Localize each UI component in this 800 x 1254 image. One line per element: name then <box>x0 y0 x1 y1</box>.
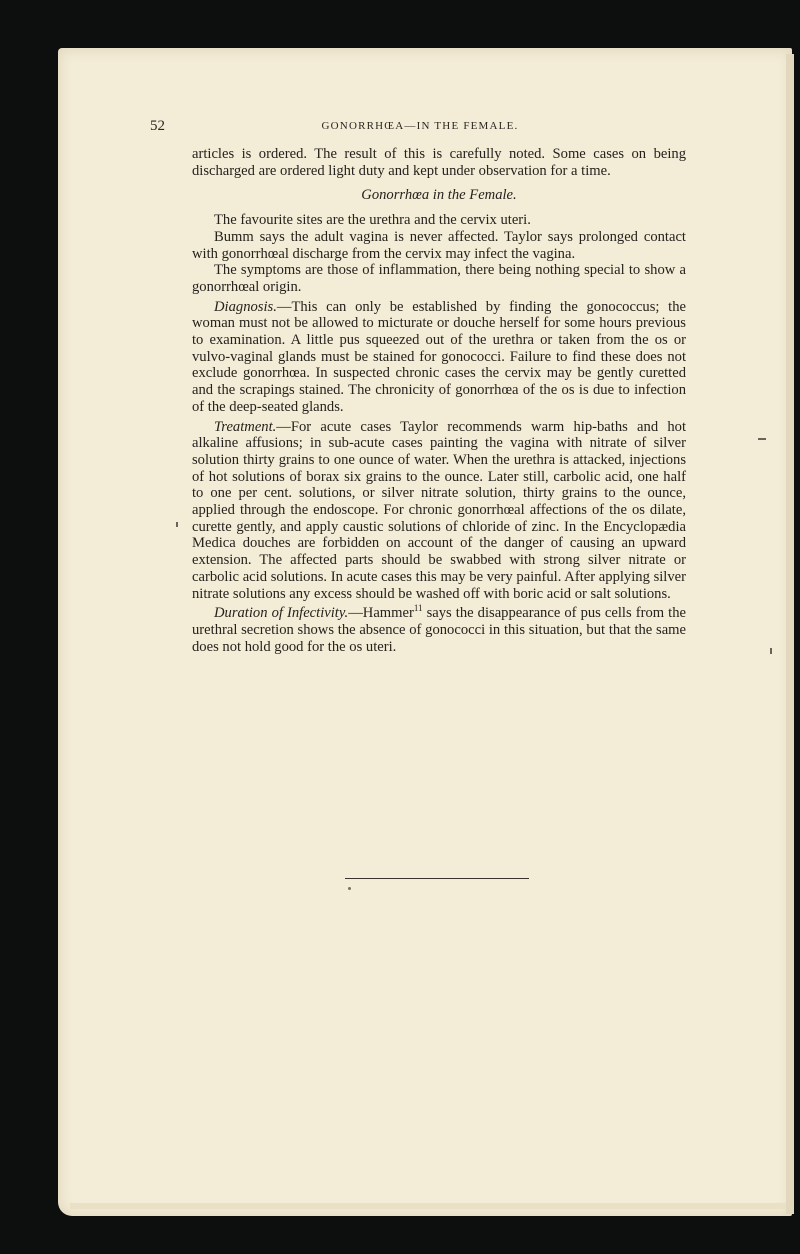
paragraph-treatment <box>192 419 686 603</box>
duration-lead: Duration of Infectivity. <box>214 605 349 622</box>
page-number: 52 <box>150 118 165 134</box>
paragraph-bumm: Bumm says the adult vagina is never affected. Taylor says prolonged contact with gonorrhœal discharge from the cervix may infect the vagina. <box>192 228 686 262</box>
margin-speck <box>176 522 178 527</box>
duration-pre: —Hammer <box>348 605 414 622</box>
paragraph-continuation: articles is ordered. The result of this is carefully noted. Some cases on being discharged are ordered light duty and kept under observation for a time. <box>192 146 686 179</box>
margin-speck <box>758 438 766 440</box>
paragraph-symptoms: The symptoms are those of inflammation, there being nothing special to show a gonorrhœal origin. <box>192 262 686 295</box>
speck-mark <box>348 887 351 890</box>
running-head <box>150 118 690 138</box>
section-heading: Gonorrhœa in the Female. <box>361 187 517 204</box>
body-text <box>192 146 686 655</box>
page-right-edge <box>786 54 794 1214</box>
running-head-title: GONORRHŒA—IN THE FEMALE. <box>321 120 519 132</box>
diagnosis-lead: Diagnosis. <box>214 298 277 315</box>
margin-speck <box>770 648 772 654</box>
duration-text: says the disappearance of pus cells from the urethral secretion shows the absence of gonococci in this situation, but that the same does not hold good for the os uteri. <box>192 605 686 655</box>
treatment-lead: Treatment. <box>214 418 277 435</box>
paragraph-diagnosis <box>192 299 686 416</box>
diagnosis-text: —This can only be established by finding the gonococcus; the woman must not be allowed to micturate or douche herself for some hours previous to examination. A little pus squeezed out of the urethra or taken from the os or vulvo-vaginal glands must be stained for gonococci. Failure to find these does not exclude gonorrhœa. In suspected chronic cases the cervix may be gently curetted and the scrapings stained. The chronicity of gonorrhœa of the os is due to infection of the deep-seated glands. <box>192 298 686 415</box>
paragraph-sites: The favourite sites are the urethra and the cervix uteri. <box>214 212 531 229</box>
page-bottom-edge <box>70 1203 786 1209</box>
end-rule <box>345 878 529 879</box>
treatment-text: —For acute cases Taylor recommends warm hip-baths and hot alkaline affusions; in sub-acute cases painting the vagina with nitrate of silver solution thirty grains to one ounce of water. When the urethra is attacked, injections of hot solutions of borax six grains to the ounce. Later still, carbolic acid, one half to one per cent. solutions, or silver nitrate solution, thirty grains to the ounce, applied through the endoscope. For chronic gonorrhœal affections of the os dilate, curette gently, and apply caustic solutions of chloride of zinc. In the Encyclopædia Medica douches are forbidden on account of the danger of causing an upward extension. The affected parts should be swabbed with strong silver nitrate or carbolic acid solutions. In acute cases this may be very painful. After applying silver nitrate solutions any excess should be washed off with boric acid or salt solutions. <box>192 418 686 602</box>
paragraph-duration <box>192 605 686 655</box>
footnote-reference: 11 <box>413 603 423 614</box>
